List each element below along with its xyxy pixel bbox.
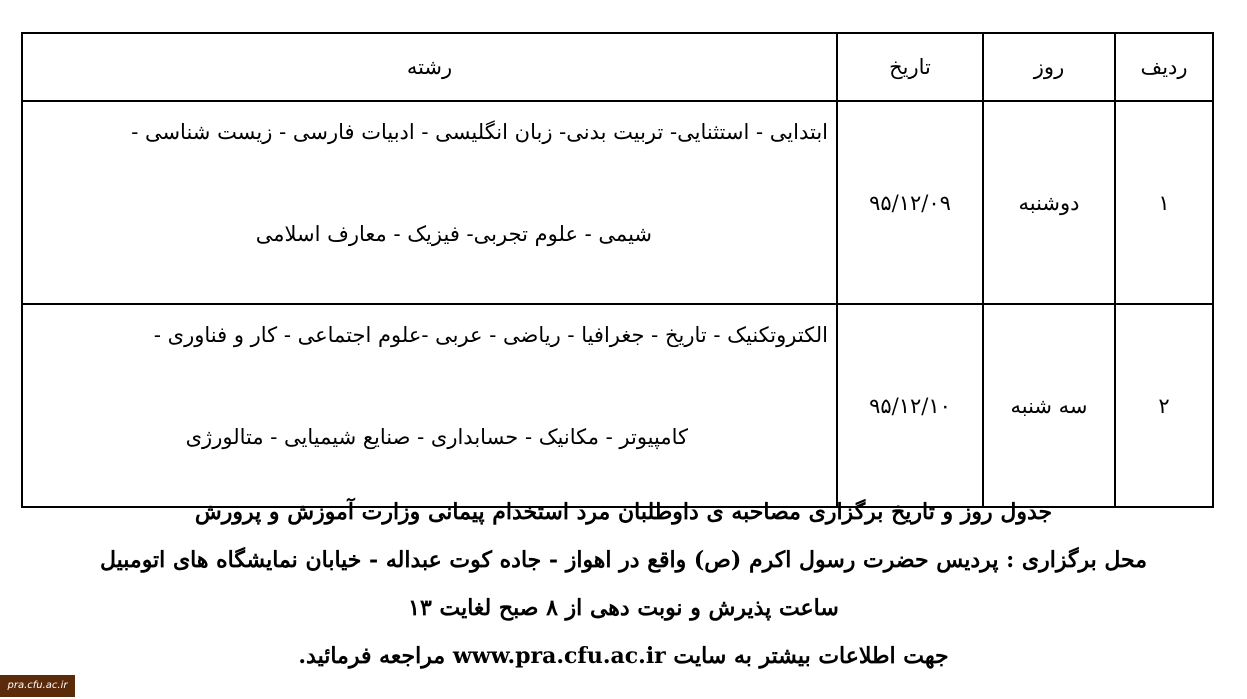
schedule-table [21,32,1214,508]
header-date: تاریخ [837,33,983,101]
footer-title: جدول روز و تاریخ برگزاری مصاحبه ی داوطلبان مرد استخدام پیمانی وزارت آموزش و پرورش [194,499,1053,525]
row-date: ۹۵/۱۲/۰۹ [837,101,983,304]
row-number: ۲ [1115,304,1213,507]
row-day: سه شنبه [983,304,1115,507]
majors-line-1: ابتدایی - استثنایی- تربیت بدنی- زبان انگلیسی - ادبیات فارسی - زیست شناسی - [131,120,828,144]
footer-notes [0,488,1247,680]
majors-line-1: الکتروتکنیک - تاریخ - جغرافیا - ریاضی - عربی -علوم اجتماعی - کار و فناوری - [153,323,828,347]
footer-location: محل برگزاری : پردیس حضرت رسول اکرم (ص) واقع در اهواز - جاده کوت عبداله - خیابان نمایشگاه های اتومبیل [99,547,1148,573]
table-row [22,304,1213,507]
table-row [22,101,1213,304]
header-row-no: ردیف [1115,33,1213,101]
majors-line-2: کامپیوتر - مکانیک - حسابداری - صنایع شیمیایی - متالورژی [185,425,688,449]
majors-line-2: شیمی - علوم تجربی- فیزیک - معارف اسلامی [255,222,652,246]
header-row [22,33,1213,101]
header-majors: رشته [22,33,837,101]
row-day: دوشنبه [983,101,1115,304]
header-day: روز [983,33,1115,101]
row-date: ۹۵/۱۲/۱۰ [837,304,983,507]
footer-hours: ساعت پذیرش و نوبت دهی از ۸ صبح لغایت ۱۳ [408,595,839,621]
row-majors [22,101,837,304]
watermark-badge: pra.cfu.ac.ir [0,675,75,697]
row-majors [22,304,837,507]
row-number: ۱ [1115,101,1213,304]
footer-info: جهت اطلاعات بیشتر به سایت www.pra.cfu.ac.ir مراجعه فرمائید. [298,643,949,669]
